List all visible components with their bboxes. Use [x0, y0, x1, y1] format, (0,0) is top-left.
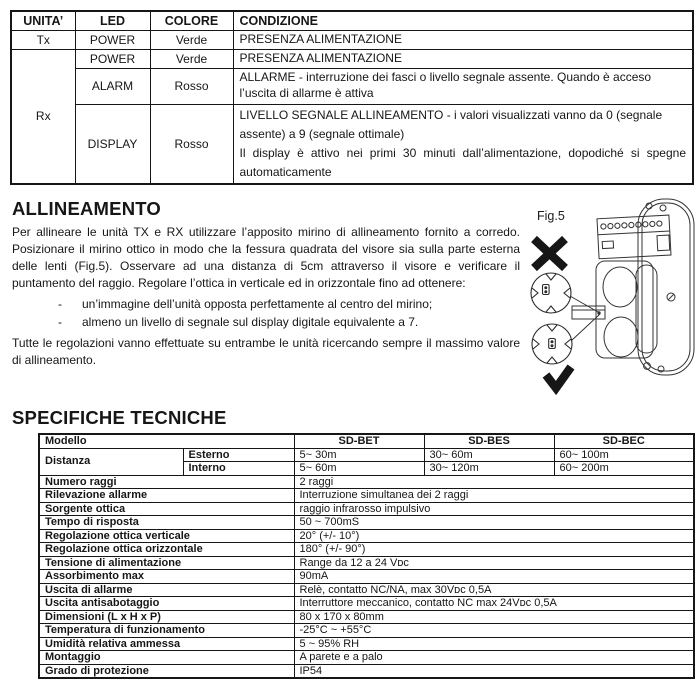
alignment-text — [12, 224, 520, 369]
led-status-table — [10, 10, 694, 185]
spec-value: 30~ 60m — [424, 448, 554, 462]
led-condition: ALLARME - interruzione dei fasci o livello segnale assente. Quando è acceso l’uscita di allarme è attiva — [233, 68, 693, 104]
model-name: SD-BES — [424, 434, 554, 448]
spec-value: 60~ 200m — [554, 462, 694, 476]
table-row-distance-esterno — [39, 448, 694, 462]
spec-value: Interruttore meccanico, contatto NC max 24Vᴅᴄ 0,5A — [294, 597, 694, 611]
spec-value: A parete e a palo — [294, 651, 694, 665]
led-condition: PRESENZA ALIMENTAZIONE — [233, 30, 693, 49]
table-row — [39, 610, 694, 624]
spec-label: Grado di protezione — [39, 664, 294, 678]
specs-table — [38, 433, 695, 679]
spec-value: 20° (+/- 10°) — [294, 529, 694, 543]
x-mark-icon — [534, 239, 565, 268]
led-name: POWER — [75, 30, 150, 49]
spec-value: raggio infrarosso impulsivo — [294, 502, 694, 516]
led-name: POWER — [75, 49, 150, 68]
led-color: Rosso — [150, 104, 233, 184]
section-heading-alignment: ALLINEAMENTO — [12, 198, 162, 219]
model-name: SD-BET — [294, 434, 424, 448]
spec-label: Distanza — [39, 448, 183, 475]
spec-value: 5~ 60m — [294, 462, 424, 476]
section-heading-specs: SPECIFICHE TECNICHE — [12, 407, 227, 428]
header-color: COLORE — [150, 11, 233, 30]
led-condition — [233, 104, 693, 184]
table-row-rx-power — [11, 49, 693, 68]
table-row-rx-display — [11, 104, 693, 184]
spec-label: Uscita di allarme — [39, 583, 294, 597]
table-row — [39, 651, 694, 665]
spec-value: -25°C ~ +55°C — [294, 624, 694, 638]
model-name: SD-BEC — [554, 434, 694, 448]
header-condition: CONDIZIONE — [233, 11, 693, 30]
bullet-dash: - — [58, 315, 62, 329]
alignment-paragraph-2: Tutte le regolazioni vanno effettuate su entrambe le unità ricercando sempre il massimo valore di allineamento. — [12, 336, 520, 367]
spec-value: 180° (+/- 90°) — [294, 543, 694, 557]
distance-type: Interno — [183, 462, 294, 476]
alignment-section — [12, 198, 692, 399]
table-row — [39, 664, 694, 678]
table-row-rx-alarm — [11, 68, 693, 104]
led-color: Verde — [150, 30, 233, 49]
sight-circle-misaligned-icon — [531, 273, 571, 313]
table-row — [39, 570, 694, 584]
spec-label: Temperatura di funzionamento — [39, 624, 294, 638]
spec-label: Regolazione ottica orizzontale — [39, 543, 294, 557]
spec-value: 50 ~ 700mS — [294, 516, 694, 530]
spec-label: Numero raggi — [39, 475, 294, 489]
led-condition: PRESENZA ALIMENTAZIONE — [233, 49, 693, 68]
table-row — [39, 502, 694, 516]
condition-line: LIVELLO SEGNALE ALLINEAMENTO - i valori visualizzati vanno da 0 (segnale assente) a 9 (segnale ottimale) — [239, 107, 663, 141]
check-mark-icon — [546, 367, 571, 388]
spec-value: IP54 — [294, 664, 694, 678]
spec-label: Regolazione ottica verticale — [39, 529, 294, 543]
spec-value: 90mA — [294, 570, 694, 584]
spec-label: Rilevazione allarme — [39, 489, 294, 503]
unit-tx: Tx — [11, 30, 75, 49]
alignment-bullet-list — [12, 295, 520, 331]
spec-label: Uscita antisabotaggio — [39, 597, 294, 611]
table-row — [39, 624, 694, 638]
list-item — [12, 313, 520, 331]
spec-value: 5~ 30m — [294, 448, 424, 462]
specs-section — [12, 407, 692, 679]
led-color: Rosso — [150, 68, 233, 104]
table-row-tx-power — [11, 30, 693, 49]
table-row — [39, 597, 694, 611]
beam-sensor-drawing — [572, 199, 694, 375]
list-item — [12, 295, 520, 313]
alignment-figure-svg — [517, 197, 700, 397]
table-row-model — [39, 434, 694, 448]
header-led: LED — [75, 11, 150, 30]
spec-label: Tensione di alimentazione — [39, 556, 294, 570]
bullet-text: un’immagine dell’unità opposta perfettamente al centro del mirino; — [82, 297, 433, 311]
distance-type: Esterno — [183, 448, 294, 462]
led-name: ALARM — [75, 68, 150, 104]
spec-value: 2 raggi — [294, 475, 694, 489]
spec-value: 30~ 120m — [424, 462, 554, 476]
table-row — [39, 556, 694, 570]
spec-label: Montaggio — [39, 651, 294, 665]
table-row — [39, 529, 694, 543]
spec-value: Relè, contatto NC/NA, max 30Vᴅᴄ 0,5A — [294, 583, 694, 597]
spec-value: Interruzione simultanea dei 2 raggi — [294, 489, 694, 503]
table-row — [39, 516, 694, 530]
table-row — [39, 489, 694, 503]
table-row — [39, 637, 694, 651]
sight-circle-aligned-icon — [532, 324, 572, 364]
table-row — [39, 583, 694, 597]
spec-value: Range da 12 a 24 Vᴅᴄ — [294, 556, 694, 570]
led-table-header-row — [11, 11, 693, 30]
alignment-paragraph-1: Per allineare le unità TX e RX utilizzare l’apposito mirino di allineamento fornito a corredo. Posizionare il mirino ottico in modo che la fessura quadrata del visore sia sulla parte esterna delle lenti (Fig.5). Osservare ad una distanza di 5cm attraverso il visore e verificare il puntamento del raggio. Regolare l’ottica in verticale ed in orizzontale fino ad ottenere: — [12, 225, 520, 290]
header-unit: UNITA’ — [11, 11, 75, 30]
figure-label: Fig.5 — [537, 209, 565, 223]
bullet-dash: - — [58, 297, 62, 311]
spec-label: Sorgente ottica — [39, 502, 294, 516]
spec-label: Tempo di risposta — [39, 516, 294, 530]
led-name: DISPLAY — [75, 104, 150, 184]
led-color: Verde — [150, 49, 233, 68]
condition-line: Il display è attivo nei primi 30 minuti dall’alimentazione, dopodiché si spegne automaticamente — [239, 145, 686, 179]
unit-rx: Rx — [11, 49, 75, 184]
spec-label: Assorbimento max — [39, 570, 294, 584]
spec-value: 5 ~ 95% RH — [294, 637, 694, 651]
bullet-text: almeno un livello di segnale sul display digitale equivalente a 7. — [82, 315, 419, 329]
spec-label: Umidità relativa ammessa — [39, 637, 294, 651]
spec-value: 60~ 100m — [554, 448, 694, 462]
table-row — [39, 543, 694, 557]
fig5-illustration — [517, 197, 700, 397]
spec-label: Modello — [39, 434, 294, 448]
spec-label: Dimensioni (L x H x P) — [39, 610, 294, 624]
spec-value: 80 x 170 x 80mm — [294, 610, 694, 624]
table-row — [39, 475, 694, 489]
